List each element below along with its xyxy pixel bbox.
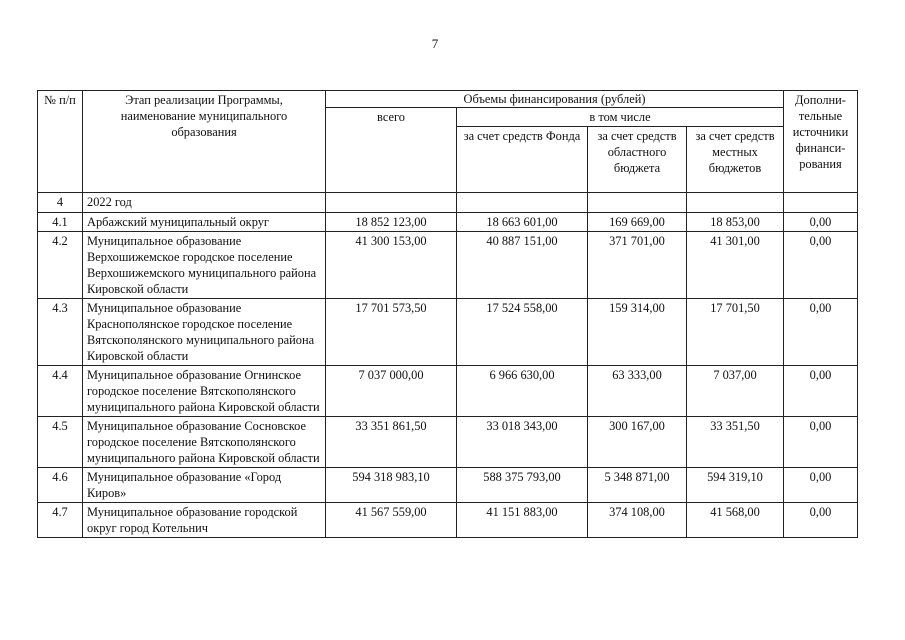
header-local: за счет средств местных бюджетов <box>687 127 784 193</box>
row-fund: 17 524 558,00 <box>457 299 588 366</box>
row-local: 41 301,00 <box>687 232 784 299</box>
row-regional: 159 314,00 <box>588 299 687 366</box>
row-fund: 33 018 343,00 <box>457 417 588 468</box>
header-no: № п/п <box>38 91 83 193</box>
row-regional: 374 108,00 <box>588 503 687 538</box>
row-additional: 0,00 <box>784 366 858 417</box>
header-stage: Этап реализации Программы, наименование муниципального образования <box>83 91 326 193</box>
table-row <box>38 366 858 417</box>
row-additional: 0,00 <box>784 417 858 468</box>
header-regional: за счет средств областного бюджета <box>588 127 687 193</box>
row-fund: 588 375 793,00 <box>457 468 588 503</box>
row-total: 18 852 123,00 <box>326 213 457 232</box>
row-name: Муниципальное образование «Город Киров» <box>83 468 326 503</box>
row-name: Муниципальное образование Верхошижемское городское поселение Верхошижемского муниципального района Кировской области <box>83 232 326 299</box>
row-local: 18 853,00 <box>687 213 784 232</box>
row-regional: 300 167,00 <box>588 417 687 468</box>
row-name: Муниципальное образование городской округ город Котельнич <box>83 503 326 538</box>
row-total: 41 567 559,00 <box>326 503 457 538</box>
table-row <box>38 468 858 503</box>
row-fund: 6 966 630,00 <box>457 366 588 417</box>
header-including: в том числе <box>457 108 784 127</box>
header-total: всего <box>326 108 457 193</box>
row-no: 4.7 <box>38 503 83 538</box>
row-total: 41 300 153,00 <box>326 232 457 299</box>
header-volumes: Объемы финансирования (рублей) <box>326 91 784 108</box>
row-no: 4.1 <box>38 213 83 232</box>
row-local: 594 319,10 <box>687 468 784 503</box>
year-row-label: 2022 год <box>83 193 326 213</box>
row-fund: 18 663 601,00 <box>457 213 588 232</box>
row-total: 7 037 000,00 <box>326 366 457 417</box>
row-total: 33 351 861,50 <box>326 417 457 468</box>
row-regional: 169 669,00 <box>588 213 687 232</box>
row-no: 4.6 <box>38 468 83 503</box>
table-row <box>38 299 858 366</box>
row-total: 17 701 573,50 <box>326 299 457 366</box>
page-number: 7 <box>431 36 439 51</box>
year-row <box>38 193 858 213</box>
row-name: Муниципальное образование Сосновское городское поселение Вятскополянского муниципального района Кировской области <box>83 417 326 468</box>
row-regional: 5 348 871,00 <box>588 468 687 503</box>
row-local: 33 351,50 <box>687 417 784 468</box>
header-additional: Дополни-тельные источники финанси-рования <box>784 91 858 193</box>
row-no: 4.3 <box>38 299 83 366</box>
row-regional: 371 701,00 <box>588 232 687 299</box>
table-row <box>38 503 858 538</box>
row-additional: 0,00 <box>784 232 858 299</box>
row-additional: 0,00 <box>784 503 858 538</box>
header-row-1 <box>38 91 858 108</box>
row-no: 4.5 <box>38 417 83 468</box>
row-additional: 0,00 <box>784 213 858 232</box>
table-row <box>38 213 858 232</box>
row-name: Арбажский муниципальный округ <box>83 213 326 232</box>
row-local: 41 568,00 <box>687 503 784 538</box>
row-total: 594 318 983,10 <box>326 468 457 503</box>
financing-table <box>37 90 858 538</box>
row-no: 4.2 <box>38 232 83 299</box>
row-additional: 0,00 <box>784 468 858 503</box>
table-row <box>38 232 858 299</box>
row-name: Муниципальное образование Краснополянское городское поселение Вятскополянского муниципального района Кировской области <box>83 299 326 366</box>
year-row-no: 4 <box>38 193 83 213</box>
row-regional: 63 333,00 <box>588 366 687 417</box>
row-fund: 40 887 151,00 <box>457 232 588 299</box>
table-row <box>38 417 858 468</box>
row-local: 7 037,00 <box>687 366 784 417</box>
row-name: Муниципальное образование Огнинское городское поселение Вятскополянского муниципального района Кировской области <box>83 366 326 417</box>
row-no: 4.4 <box>38 366 83 417</box>
row-additional: 0,00 <box>784 299 858 366</box>
header-fund: за счет средств Фонда <box>457 127 588 193</box>
row-fund: 41 151 883,00 <box>457 503 588 538</box>
row-local: 17 701,50 <box>687 299 784 366</box>
